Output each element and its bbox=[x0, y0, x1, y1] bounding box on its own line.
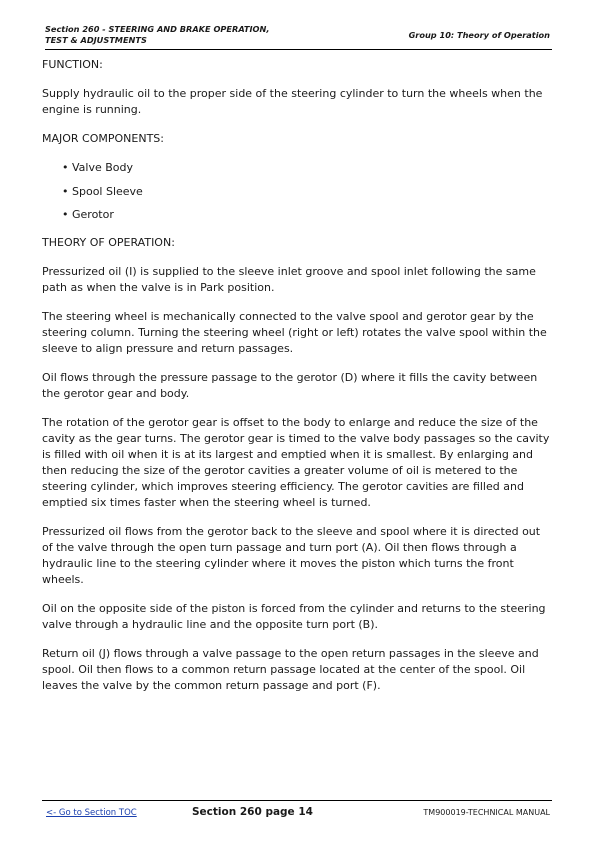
list-item: • Valve Body bbox=[72, 160, 554, 176]
theory-paragraph: The steering wheel is mechanically connected to the valve spool and gerotor gear by the steering column. Turning the steering wheel (right or left) rotates the valve spool within the sleeve to align pressure and return passages. bbox=[42, 310, 547, 355]
group-title: Group 10: Theory of Operation bbox=[408, 30, 550, 40]
components-list bbox=[42, 160, 554, 223]
components-heading: MAJOR COMPONENTS: bbox=[42, 132, 164, 145]
list-item: • Gerotor bbox=[72, 207, 554, 223]
function-heading: FUNCTION: bbox=[42, 58, 103, 71]
theory-paragraph: Oil flows through the pressure passage to the gerotor (D) where it fills the cavity between the gerotor gear and body. bbox=[42, 371, 538, 400]
function-text: Supply hydraulic oil to the proper side of the steering cylinder to turn the wheels when the engine is running. bbox=[42, 87, 543, 116]
theory-paragraph: The rotation of the gerotor gear is offset to the body to enlarge and reduce the size of the cavity as the gear turns. The gerotor gear is timed to the valve body passages so the cavity is filled with oil when it is at its largest and emptied when it is smallest. By enlarging and then reducing the size of the gerotor cavities a greater volume of oil is metered to the steering cylinder, which improves steering efficiency. The gerotor cavities are filled and emptied six times faster when the steering wheel is turned. bbox=[42, 416, 550, 509]
theory-paragraph: Oil on the opposite side of the piston is forced from the cylinder and returns to the steering valve through a hydraulic line and the opposite turn port (B). bbox=[42, 602, 546, 631]
theory-heading: THEORY OF OPERATION: bbox=[42, 236, 175, 249]
theory-paragraph: Pressurized oil flows from the gerotor back to the sleeve and spool where it is directed out of the valve through the open turn passage and turn port (A). Oil then flows through a hydraulic line to the steering cylinder where it moves the piston which turns the front wheels. bbox=[42, 525, 541, 586]
manual-id: TM900019-TECHNICAL MANUAL bbox=[423, 808, 550, 817]
section-toc-link[interactable]: <- Go to Section TOC bbox=[46, 808, 137, 818]
section-title bbox=[45, 24, 269, 46]
list-item: • Spool Sleeve bbox=[72, 184, 554, 200]
theory-paragraph: Pressurized oil (I) is supplied to the sleeve inlet groove and spool inlet following the same path as when the valve is in Park position. bbox=[42, 265, 536, 294]
page-footer bbox=[42, 800, 552, 823]
page-header bbox=[45, 22, 552, 50]
theory-paragraph: Return oil (J) flows through a valve passage to the open return passages in the sleeve and spool. Oil then flows to a common return passage located at the center of the spool. Oil leaves the valve by the common return passage and port (F). bbox=[42, 647, 539, 692]
section-title-line2: TEST & ADJUSTMENTS bbox=[45, 35, 147, 45]
page-number: Section 260 page 14 bbox=[192, 806, 313, 818]
section-title-line1: Section 260 - STEERING AND BRAKE OPERATION, bbox=[45, 24, 270, 34]
page-body bbox=[42, 57, 554, 707]
